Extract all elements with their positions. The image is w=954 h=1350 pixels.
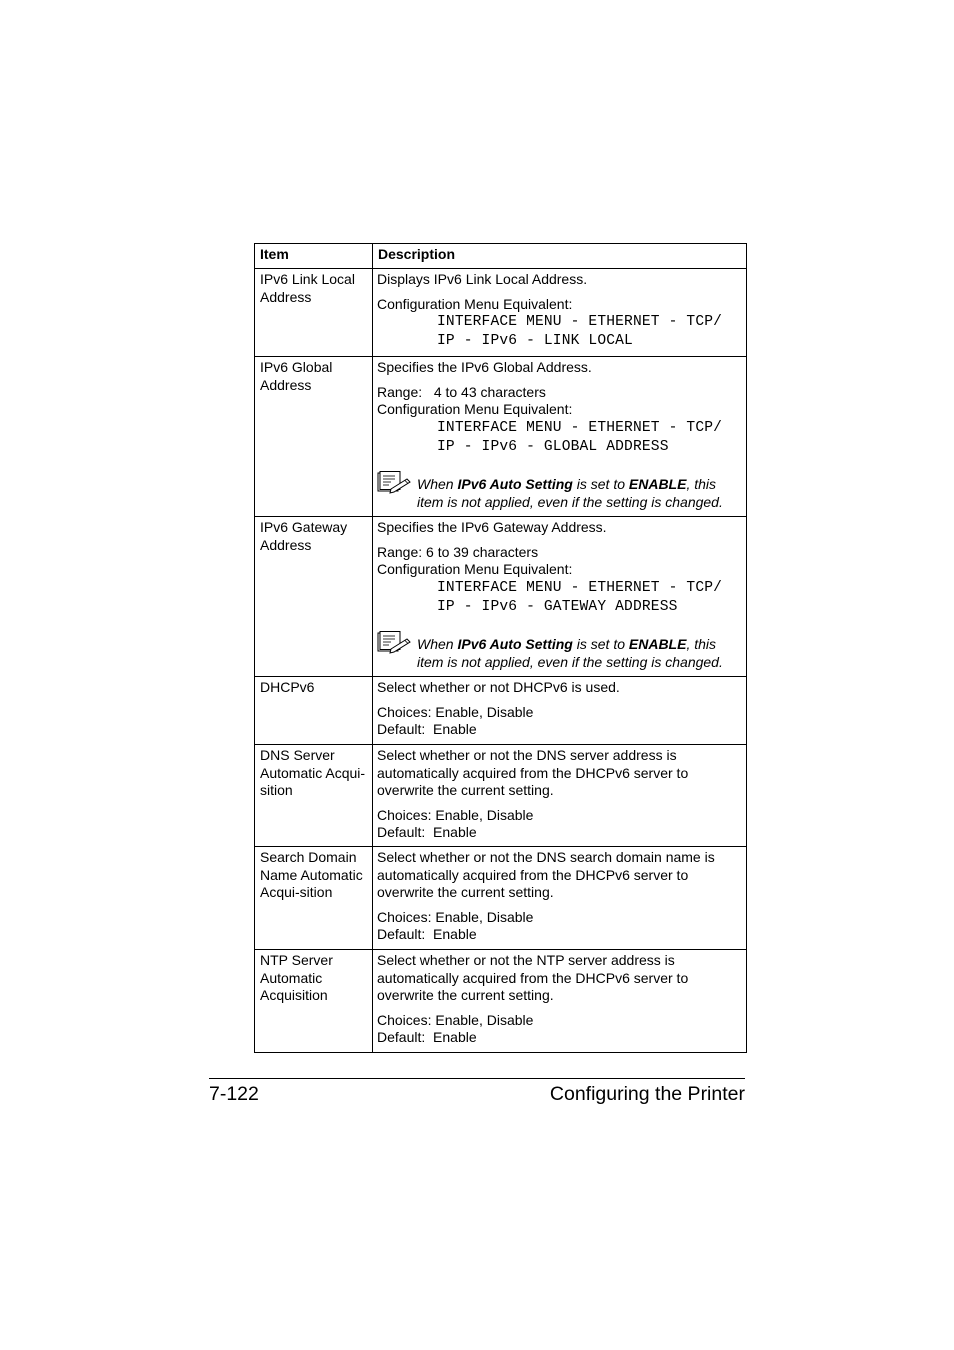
note-pencil-icon bbox=[377, 631, 417, 657]
menu-path-line: IP - IPv6 - GLOBAL ADDRESS bbox=[437, 438, 669, 455]
table-row bbox=[255, 517, 747, 677]
description-cell bbox=[373, 950, 747, 1053]
choices-text: Choices: Enable, Disable bbox=[377, 908, 534, 925]
description-cell bbox=[373, 357, 747, 517]
menu-path-line: IP - IPv6 - GATEWAY ADDRESS bbox=[437, 598, 678, 615]
note bbox=[377, 471, 744, 511]
item-label: NTP Server Automatic Acquisition bbox=[260, 952, 333, 1003]
item-cell bbox=[255, 847, 373, 950]
note-text: When IPv6 Auto Setting is set to ENABLE, this item is not applied, even if the setting is changed. bbox=[417, 635, 723, 670]
description-text: Displays IPv6 Link Local Address. bbox=[377, 271, 588, 287]
choices-text: Choices: Enable, Disable bbox=[377, 1011, 534, 1028]
item-label: IPv6 Link Local Address bbox=[260, 271, 355, 305]
table-row bbox=[255, 677, 747, 745]
description-text: Select whether or not DHCPv6 is used. bbox=[377, 679, 620, 695]
menu-path-line: INTERFACE MENU - ETHERNET - TCP/ bbox=[437, 419, 723, 436]
description-cell bbox=[373, 847, 747, 950]
menu-path-line: IP - IPv6 - LINK LOCAL bbox=[437, 333, 633, 349]
note-text: When IPv6 Auto Setting is set to ENABLE, this item is not applied, even if the setting is changed. bbox=[417, 475, 723, 510]
menu-path-line: INTERFACE MENU - ETHERNET - TCP/ bbox=[437, 314, 723, 330]
footer-rule bbox=[209, 1078, 745, 1079]
item-cell bbox=[255, 269, 373, 357]
choices-text: Choices: Enable, Disable bbox=[377, 806, 534, 823]
item-label: DNS Server Automatic Acqui-sition bbox=[260, 747, 366, 798]
item-cell bbox=[255, 677, 373, 745]
description-cell bbox=[373, 677, 747, 745]
menu-label: Configuration Menu Equivalent: bbox=[377, 401, 573, 417]
item-label: Search Domain Name Automatic Acqui-sition bbox=[260, 849, 363, 900]
table-row bbox=[255, 847, 747, 950]
description-cell bbox=[373, 517, 747, 677]
note bbox=[377, 631, 744, 671]
menu-path-line: INTERFACE MENU - ETHERNET - TCP/ bbox=[437, 579, 723, 596]
default-text: Default: Enable bbox=[377, 1029, 477, 1045]
item-label: DHCPv6 bbox=[260, 679, 315, 695]
header-item: Item bbox=[255, 244, 373, 269]
table-row bbox=[255, 745, 747, 847]
description-text: Select whether or not the NTP server address is automatically acquired from the DHCPv6 server to overwrite the current setting. bbox=[377, 952, 689, 1003]
description-text: Specifies the IPv6 Global Address. bbox=[377, 359, 592, 375]
default-text: Default: Enable bbox=[377, 721, 477, 737]
description-text: Select whether or not the DNS search domain name is automatically acquired from the DHCPv6 server to overwrite the current setting. bbox=[377, 849, 715, 900]
description-text: Specifies the IPv6 Gateway Address. bbox=[377, 519, 607, 535]
item-label: IPv6 Gateway Address bbox=[260, 519, 348, 553]
page-number: 7-122 bbox=[209, 1083, 259, 1105]
description-cell bbox=[373, 745, 747, 847]
item-cell bbox=[255, 357, 373, 517]
range-text: Range: 6 to 39 characters bbox=[377, 543, 539, 560]
default-text: Default: Enable bbox=[377, 926, 477, 942]
table-row bbox=[255, 950, 747, 1053]
item-cell bbox=[255, 517, 373, 677]
menu-label: Configuration Menu Equivalent: bbox=[377, 561, 573, 577]
default-text: Default: Enable bbox=[377, 824, 477, 840]
table-row bbox=[255, 269, 747, 357]
chapter-title: Configuring the Printer bbox=[549, 1083, 745, 1105]
range-text: Range: 4 to 43 characters bbox=[377, 383, 546, 400]
table-header-row bbox=[255, 244, 747, 269]
menu-label: Configuration Menu Equivalent: bbox=[377, 295, 573, 312]
item-cell bbox=[255, 745, 373, 847]
description-text: Select whether or not the DNS server address is automatically acquired from the DHCPv6 server to overwrite the current setting. bbox=[377, 747, 689, 798]
description-cell bbox=[373, 269, 747, 357]
table-row bbox=[255, 357, 747, 517]
note-pencil-icon bbox=[377, 471, 417, 497]
choices-text: Choices: Enable, Disable bbox=[377, 703, 534, 720]
item-cell bbox=[255, 950, 373, 1053]
settings-table bbox=[254, 243, 747, 1053]
item-label: IPv6 Global Address bbox=[260, 359, 333, 393]
header-description: Description bbox=[373, 244, 747, 269]
